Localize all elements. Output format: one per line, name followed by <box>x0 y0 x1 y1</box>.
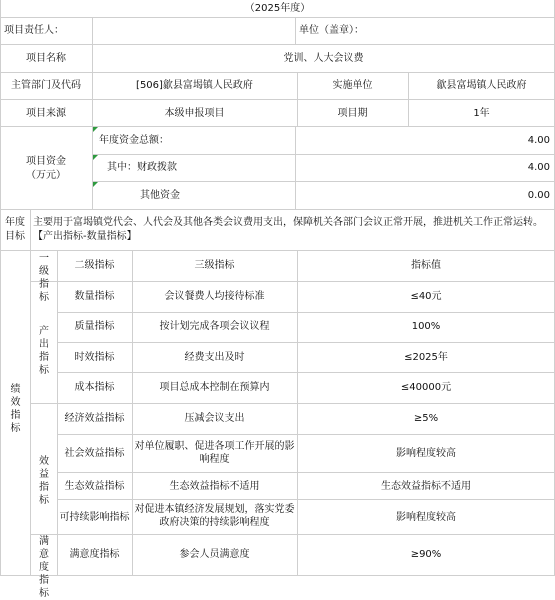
cell-marker-icon <box>93 127 98 132</box>
goal-label-line1: 年度 <box>5 217 25 228</box>
source-label: 项目来源 <box>26 108 66 119</box>
benefit-indicators-group: 效 益 指 标 <box>39 456 49 506</box>
cell-marker-icon <box>93 155 98 160</box>
funds-fiscal-label: 其中：财政拨款 <box>107 162 177 173</box>
table-row-level3: 对单位履职、促进各项工作开展的影响程度 <box>134 441 295 465</box>
funds-total-label: 年度资金总额： <box>99 135 169 146</box>
table-row-level2: 质量指标 <box>74 321 115 332</box>
table-row-value: 影响程度较高 <box>396 448 456 459</box>
table-row-value: ≤2025年 <box>404 352 448 363</box>
table-row-value: 100% <box>411 321 441 332</box>
funds-total-value: 4.00 <box>527 135 550 146</box>
table-row-level3: 项目总成本控制在预算内 <box>159 382 270 393</box>
satisfaction-indicators-group: 满 意 度 指 标 <box>39 536 49 599</box>
table-row-level3: 对促进本镇经济发展规划，落实党委政府决策的持续影响程度 <box>134 504 295 528</box>
col-level1-header: 一 级 指 标 <box>39 253 49 303</box>
table-row-value: ≥5% <box>413 413 439 424</box>
period-value: 1年 <box>473 108 490 119</box>
project-name-value: 党训、人大会议费 <box>283 53 364 64</box>
unit-label: 单位（盖章）： <box>299 25 364 36</box>
cell-marker-icon <box>93 182 98 187</box>
period-label: 项目期 <box>337 108 368 119</box>
table-row-level2: 数量指标 <box>74 291 115 302</box>
output-indicators-group: 产 出 指 标 <box>39 326 49 376</box>
table-row-level3: 会议餐费人均接待标准 <box>164 291 265 302</box>
table-row-value: 影响程度较高 <box>396 512 456 523</box>
goal-indicator-note: 【产出指标-数量指标】 <box>33 231 137 242</box>
source-value: 本级申报项目 <box>164 108 225 119</box>
table-row-level2: 成本指标 <box>74 382 115 393</box>
col-level2-header: 二级指标 <box>74 260 115 271</box>
year-heading: （2025年度） <box>244 3 311 14</box>
table-row-level2: 社会效益指标 <box>64 448 125 459</box>
project-name-label: 项目名称 <box>26 53 66 64</box>
table-row-level2: 经济效益指标 <box>64 413 125 424</box>
impl-unit-value: 歙县富堨镇人民政府 <box>436 80 527 91</box>
goal-label-line2: 目标 <box>5 231 25 242</box>
table-row-level2: 时效指标 <box>74 352 115 363</box>
funds-other-label: 其他资金 <box>140 190 180 201</box>
col-value-header: 指标值 <box>411 260 441 271</box>
funds-fiscal-value: 4.00 <box>527 162 550 173</box>
impl-unit-label: 实施单位 <box>332 80 373 91</box>
table-row-value: ≤40元 <box>410 291 442 302</box>
col-level3-header: 三级指标 <box>194 260 235 271</box>
table-row-value: ≥90% <box>410 549 442 560</box>
table-row-level3: 参会人员满意度 <box>179 549 250 560</box>
dept-label: 主管部门及代码 <box>11 80 81 91</box>
table-row-level3: 按计划完成各项会议议程 <box>159 321 270 332</box>
table-row-level2: 满意度指标 <box>69 549 120 560</box>
funds-other-value: 0.00 <box>527 190 550 201</box>
table-row-level3: 经费支出及时 <box>184 352 245 363</box>
performance-indicators-label: 绩 效 指 标 <box>10 384 21 434</box>
funds-label-line2: （万元） <box>26 170 66 181</box>
table-row-level2: 生态效益指标 <box>64 481 125 492</box>
funds-label-line1: 项目资金 <box>26 156 66 167</box>
table-row-level2: 可持续影响指标 <box>59 512 130 523</box>
table-row-value: 生态效益指标不适用 <box>381 481 471 492</box>
table-row-level3: 生态效益指标不适用 <box>169 481 260 492</box>
table-row-level3: 压减会议支出 <box>184 413 245 424</box>
dept-value: [506]歙县富堨镇人民政府 <box>136 80 253 91</box>
goal-text: 主要用于富堨镇党代会、人代会及其他各类会议费用支出，保障机关各部门会议正常开展，推进机关工作正常运转。 <box>33 217 543 228</box>
responsible-label: 项目责任人： <box>4 25 64 36</box>
table-row-value: ≤40000元 <box>400 382 452 393</box>
